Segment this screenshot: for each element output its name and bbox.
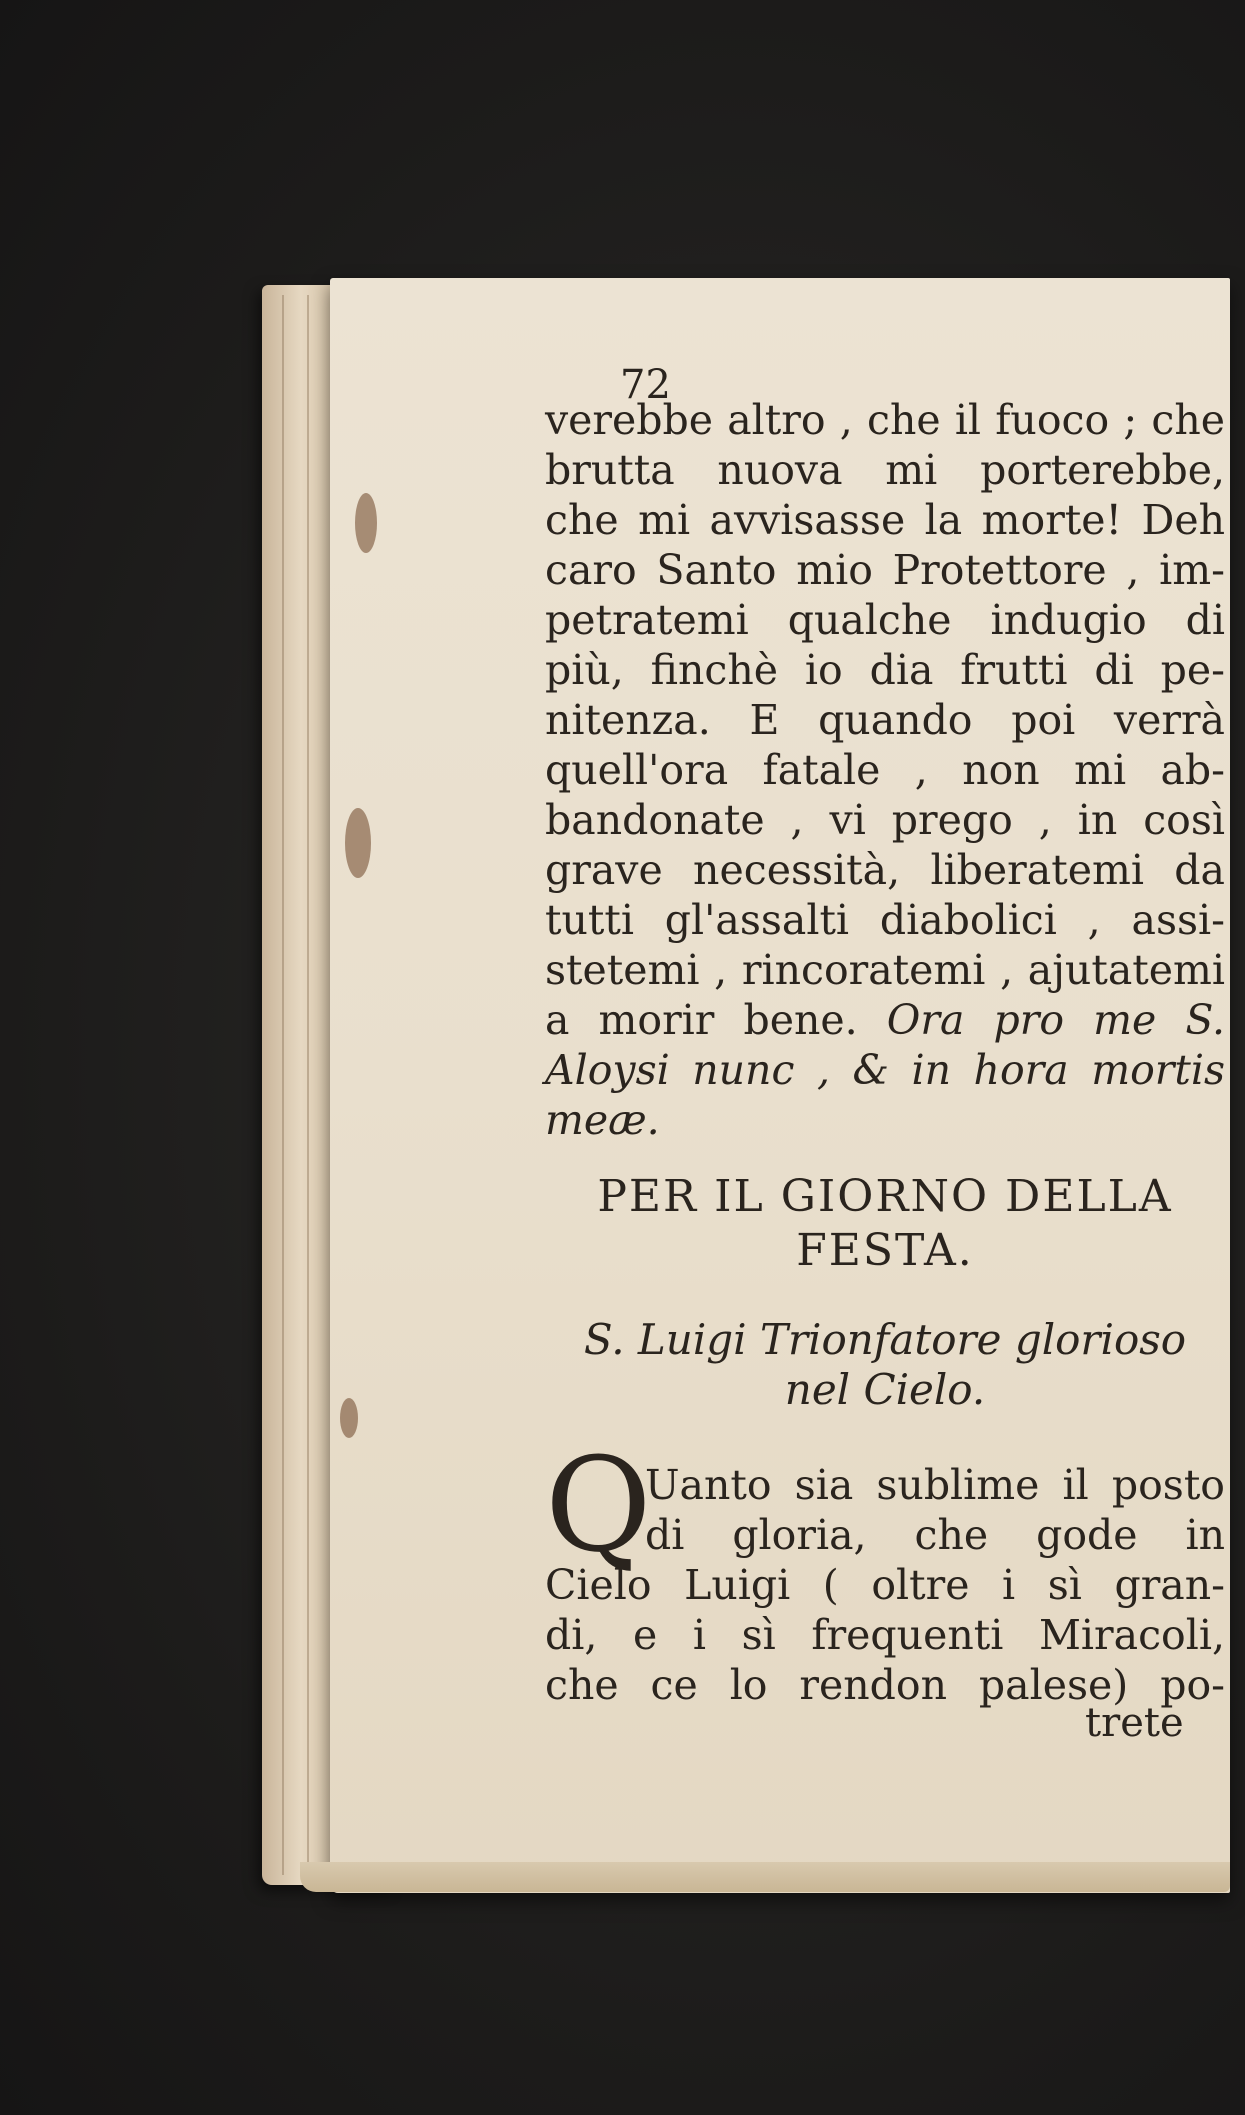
page-edge-line: [307, 295, 309, 1875]
text-line: quell'ora fatale , non mi ab-: [545, 746, 1225, 794]
heading-line: FESTA.: [796, 1225, 974, 1276]
ink-stain: [355, 493, 377, 553]
text-line: che mi avvisasse la morte! Deh: [545, 496, 1225, 544]
ink-stain: [345, 808, 371, 878]
paragraph-prayer: [545, 395, 1225, 1145]
subheading-line: nel Cielo.: [784, 1365, 986, 1414]
page-bottom-edge: [300, 1862, 1230, 1892]
catchword: trete: [1085, 1700, 1184, 1746]
indented-lines: [645, 1460, 1225, 1560]
text-line: tutti gl'assalti diabolici , assi-: [545, 896, 1225, 944]
page-number: 72: [620, 362, 671, 408]
text-line: di, e i sì frequenti Miracoli,: [545, 1611, 1225, 1659]
paragraph-glory: [545, 1460, 1225, 1710]
text-line: più, finchè io dia frutti di pe-: [545, 646, 1225, 694]
text-line: caro Santo mio Protettore , im-: [545, 546, 1225, 594]
latin-prayer-line: meæ.: [545, 1096, 660, 1144]
text-line: bandonate , vi prego , in così: [545, 796, 1225, 844]
section-heading: [575, 1170, 1195, 1278]
page-edge-line: [282, 295, 284, 1875]
text-line: Cielo Luigi ( oltre i sì gran-: [545, 1561, 1225, 1609]
text-line: di gloria, che gode in: [645, 1511, 1225, 1559]
text-line: petratemi qualche indugio di: [545, 596, 1225, 644]
subheading-line: S. Luigi Trionfatore glorioso: [583, 1315, 1187, 1364]
text-span: a morir bene.: [545, 996, 858, 1044]
text-line: nitenza. E quando poi verrà: [545, 696, 1225, 744]
text-line: verebbe altro , che il fuoco ; che: [545, 396, 1225, 444]
drop-cap: Q: [545, 1429, 652, 1581]
text-line: Uanto sia sublime il posto: [645, 1461, 1225, 1509]
text-line: grave necessità, liberatemi da: [545, 846, 1225, 894]
ink-stain: [340, 1398, 358, 1438]
text-line: stetemi , rincoratemi , ajutatemi: [545, 946, 1225, 994]
heading-line: PER IL GIORNO DELLA: [597, 1171, 1173, 1222]
section-subheading: [560, 1315, 1210, 1415]
text-line-mixed: [545, 995, 1225, 1045]
text-line: che ce lo rendon palese) po-: [545, 1661, 1225, 1709]
latin-prayer: Ora pro me S.: [886, 996, 1225, 1044]
text-line: brutta nuova mi porterebbe,: [545, 446, 1225, 494]
latin-prayer-line: Aloysi nunc , & in hora mortis: [545, 1046, 1225, 1094]
